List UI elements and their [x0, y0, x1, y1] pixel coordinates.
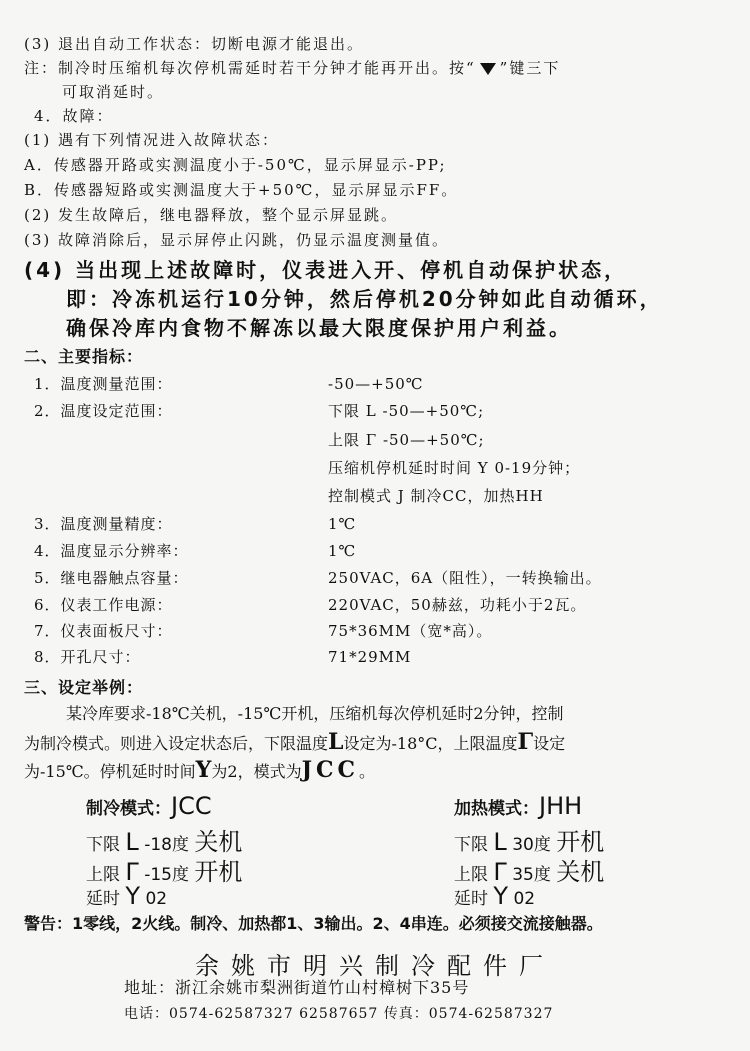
- spec-label-6: 6．仪表工作电源：: [34, 596, 173, 614]
- spec-label-7: 7．仪表面板尺寸：: [34, 622, 173, 640]
- example-symbol-l: L: [328, 729, 344, 755]
- heat-row-3: 延时 Y 02: [454, 882, 536, 910]
- cool-mode-label: 制冷模式：: [86, 799, 171, 819]
- spec-label-4: 4．温度显示分辨率：: [34, 542, 189, 560]
- exit-auto-line: (3) 退出自动工作状态：切断电源才能退出。: [24, 35, 365, 53]
- example-line-3-c: 为2，模式为: [211, 762, 302, 781]
- example-mode-jcc: JCC: [301, 757, 360, 783]
- example-line-2-c: 设定为-18°C，上限温度: [343, 734, 518, 753]
- spec-value-2a: 下限 L -50—+50℃;: [328, 402, 485, 420]
- fault-item-4: (4) 当出现上述故障时，仪表进入开、停机自动保护状态，: [24, 258, 628, 282]
- spec-value-2c: 压缩机停机延时时间 Y 0-19分钟；: [328, 459, 581, 477]
- cool-row-3: 延时 Y 02: [86, 882, 168, 910]
- spec-value-8: 71*29MM: [328, 648, 412, 666]
- example-line-2-a: 为制冷模式。则进入设定状态后，下限温度: [24, 734, 329, 753]
- spec-value-3: 1℃: [328, 515, 357, 533]
- cool-mode-code: JCC: [171, 792, 212, 820]
- company-phone: 电话：0574-62587327 62587657 传真：0574-62587327: [124, 1006, 554, 1022]
- spec-value-5: 250VAC，6A（阻性），一转换输出。: [328, 569, 602, 587]
- company-address: 地址：浙江余姚市梨洲街道竹山村樟树下35号: [124, 978, 470, 997]
- example-heading: 三、设定举例：: [24, 678, 144, 697]
- fault-item-b: B．传感器短路或实测温度大于+50℃，显示屏显示FF。: [24, 181, 459, 199]
- spec-label-5: 5．继电器触点容量：: [34, 569, 189, 587]
- spec-value-6: 220VAC，50赫兹，功耗小于2瓦。: [328, 596, 587, 614]
- example-line-3-a: 为-15℃。停机延时时间: [24, 762, 196, 781]
- cool-row-2: 上限 Γ -15度 开机: [86, 858, 243, 886]
- example-line-3-e: 。: [359, 762, 376, 781]
- heat-mode-title: [454, 792, 582, 820]
- spec-label-2: 2．温度设定范围：: [34, 402, 173, 420]
- fault-item-3: (3) 故障消除后，显示屏停止闪跳，仍显示温度测量值。: [24, 231, 450, 249]
- down-triangle-icon: [480, 63, 496, 75]
- note-line: [24, 58, 560, 78]
- spec-value-4: 1℃: [328, 542, 357, 560]
- example-line-2-e: 设定: [533, 734, 566, 753]
- cool-mode-title: [86, 792, 212, 820]
- fault-item-2: (2) 发生故障后，继电器释放，整个显示屏显跳。: [24, 206, 399, 224]
- spec-value-2d: 控制模式 J 制冷CC，加热HH: [328, 487, 544, 505]
- heat-row-2: 上限 Γ 35度 关机: [454, 858, 605, 886]
- heat-mode-label: 加热模式：: [454, 799, 539, 819]
- example-line-2: [24, 729, 566, 755]
- warning-text: 警告：1零线，2火线。制冷、加热都1、3输出。2、4串连。必须接交流接触器。: [24, 914, 603, 933]
- company-name: 余姚市明兴制冷配件厂: [195, 952, 555, 980]
- spec-value-7: 75*36MM（宽*高）。: [328, 622, 493, 640]
- fault-item-4-cont1: 即：冷冻机运行10分钟，然后停机20分钟如此自动循环，: [66, 287, 663, 311]
- heat-mode-code: JHH: [539, 792, 583, 820]
- spec-label-1: 1．温度测量范围：: [34, 375, 173, 393]
- specs-heading: 二、主要指标：: [24, 347, 144, 366]
- spec-value-1: -50—+50℃: [328, 375, 424, 393]
- spec-label-3: 3．温度测量精度：: [34, 515, 173, 533]
- fault-item-4-cont2: 确保冷库内食物不解冻以最大限度保护用户利益。: [66, 316, 572, 340]
- fault-heading: 4．故障：: [34, 107, 114, 125]
- example-symbol-gamma: Γ: [517, 729, 534, 755]
- spec-value-2b: 上限 Γ -50—+50℃;: [328, 431, 485, 449]
- note-text-a: 注：制冷时压缩机每次停机需延时若干分钟才能再开出。按“: [24, 59, 476, 77]
- fault-item-a: A．传感器开路或实测温度小于-50℃，显示屏显示-PP;: [24, 156, 447, 174]
- heat-row-1: 下限 L 30度 开机: [454, 828, 605, 856]
- example-line-1: 某冷库要求-18℃关机，-15℃开机，压缩机每次停机延时2分钟，控制: [66, 704, 564, 723]
- cool-row-1: 下限 L -18度 关机: [86, 828, 243, 856]
- fault-item-1: (1) 遇有下列情况进入故障状态：: [24, 131, 280, 149]
- spec-label-8: 8．开孔尺寸：: [34, 648, 141, 666]
- example-line-3: [24, 757, 376, 783]
- note-text-b: ”键三下: [499, 59, 561, 77]
- example-symbol-y: Y: [195, 757, 212, 783]
- note-line-cont: 可取消延时。: [62, 83, 165, 101]
